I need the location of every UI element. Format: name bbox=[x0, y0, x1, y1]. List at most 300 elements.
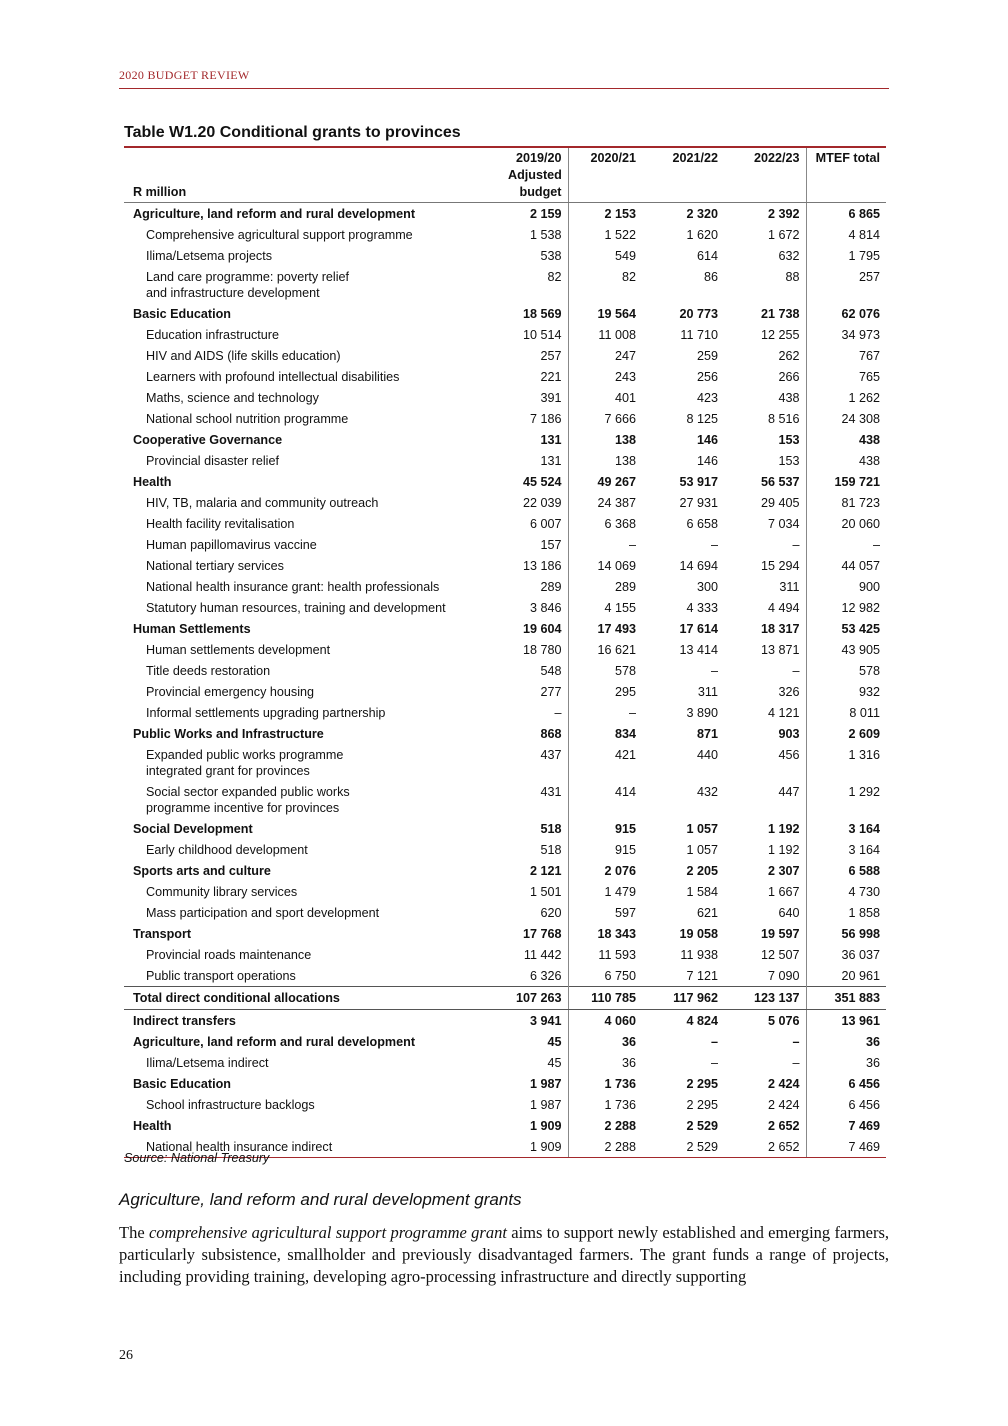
cell-value: 8 125 bbox=[686, 412, 718, 426]
cell-value: 53 917 bbox=[679, 475, 718, 489]
cell-value: 1 987 bbox=[504, 1073, 568, 1094]
cell-value: 423 bbox=[696, 391, 718, 405]
cell-value: 22 039 bbox=[504, 492, 568, 513]
row-label: Provincial emergency housing bbox=[146, 685, 315, 699]
cell-value: 3 846 bbox=[504, 597, 568, 618]
cell-value: – bbox=[710, 664, 718, 678]
cell-value: 221 bbox=[504, 366, 568, 387]
table-total-row bbox=[124, 987, 886, 1010]
cell-value: 578 bbox=[806, 660, 886, 681]
cell-value: 915 bbox=[614, 843, 636, 857]
table-title: Table W1.20 Conditional grants to provinces bbox=[124, 124, 461, 141]
cell-value: 8 011 bbox=[806, 702, 886, 723]
cell-value: 36 037 bbox=[806, 944, 886, 965]
page-number: 26 bbox=[119, 1348, 133, 1363]
cell-value: 621 bbox=[696, 906, 718, 920]
cell-value: 2 153 bbox=[604, 207, 636, 221]
cell-value: 2 424 bbox=[767, 1077, 800, 1091]
cell-value: 19 604 bbox=[504, 618, 568, 639]
cell-value: 437 bbox=[504, 744, 568, 781]
table-row bbox=[124, 1052, 886, 1073]
cell-value: 36 bbox=[806, 1031, 886, 1052]
cell-value: 2 205 bbox=[686, 864, 718, 878]
row-label: School infrastructure backlogs bbox=[146, 1098, 315, 1112]
cell-value: 1 292 bbox=[806, 781, 886, 818]
cell-value: 11 008 bbox=[598, 328, 636, 342]
table-section-row bbox=[124, 471, 886, 492]
cell-value: 1 538 bbox=[504, 224, 568, 245]
cell-value: 597 bbox=[614, 906, 636, 920]
cell-value: 49 267 bbox=[597, 475, 636, 489]
table-row bbox=[124, 224, 886, 245]
cell-value: 1 672 bbox=[767, 228, 800, 242]
table-row bbox=[124, 881, 886, 902]
cell-value: 53 425 bbox=[806, 618, 886, 639]
row-label: Mass participation and sport development bbox=[146, 906, 380, 920]
paragraph-emphasis: comprehensive agricultural support programme grant bbox=[148, 1223, 507, 1242]
row-label: Social Development bbox=[133, 822, 253, 836]
row-label: Basic Education bbox=[133, 307, 231, 321]
table-section-row bbox=[124, 723, 886, 744]
cell-value: 1 057 bbox=[686, 822, 718, 836]
table-source: Source: National Treasury bbox=[124, 1151, 270, 1165]
table-row bbox=[124, 1094, 886, 1115]
table-row bbox=[124, 639, 886, 660]
cell-value: 36 bbox=[621, 1056, 636, 1070]
cell-value: 1 479 bbox=[604, 885, 636, 899]
table-section-row bbox=[124, 923, 886, 944]
table-row bbox=[124, 408, 886, 429]
cell-value: 159 721 bbox=[806, 471, 886, 492]
cell-value: 146 bbox=[696, 454, 718, 468]
cell-value: 13 186 bbox=[504, 555, 568, 576]
cell-value: – bbox=[628, 538, 636, 552]
cell-value: 311 bbox=[697, 685, 718, 699]
table-row bbox=[124, 702, 886, 723]
cell-value: 431 bbox=[504, 781, 568, 818]
cell-value: 1 501 bbox=[504, 881, 568, 902]
row-label: Indirect transfers bbox=[133, 1014, 236, 1028]
cell-value: 632 bbox=[778, 249, 800, 263]
cell-value: 18 780 bbox=[504, 639, 568, 660]
row-label: Statutory human resources, training and development bbox=[146, 601, 446, 615]
cell-value: 834 bbox=[614, 727, 636, 741]
cell-value: 5 076 bbox=[767, 1014, 800, 1028]
cell-value: 153 bbox=[778, 433, 800, 447]
cell-value: 13 414 bbox=[679, 643, 718, 657]
cell-value: 36 bbox=[806, 1052, 886, 1073]
cell-value: 56 998 bbox=[806, 923, 886, 944]
cell-value: 243 bbox=[614, 370, 636, 384]
row-label: Ilima/Letsema projects bbox=[146, 249, 272, 263]
row-label: Public transport operations bbox=[146, 969, 296, 983]
cell-value: 81 723 bbox=[806, 492, 886, 513]
cell-value: 915 bbox=[614, 822, 636, 836]
section-heading: Agriculture, land reform and rural development grants bbox=[119, 1190, 522, 1209]
row-label: HIV, TB, malaria and community outreach bbox=[146, 496, 379, 510]
cell-value: 1 795 bbox=[806, 245, 886, 266]
table-row bbox=[124, 450, 886, 471]
cell-value: 6 865 bbox=[806, 203, 886, 225]
row-label: National health insurance indirect bbox=[124, 1136, 504, 1158]
cell-value: 311 bbox=[779, 580, 800, 594]
cell-value: 1 858 bbox=[806, 902, 886, 923]
cell-value: 6 007 bbox=[504, 513, 568, 534]
row-label: Health facility revitalisation bbox=[146, 517, 295, 531]
cell-value: 2 295 bbox=[686, 1077, 718, 1091]
cell-value: 11 442 bbox=[504, 944, 568, 965]
cell-value: – bbox=[792, 664, 800, 678]
cell-value: 4 060 bbox=[604, 1014, 636, 1028]
row-label: Cooperative Governance bbox=[133, 433, 283, 447]
cell-value: 548 bbox=[504, 660, 568, 681]
cell-value: 1 316 bbox=[806, 744, 886, 781]
cell-value: 13 871 bbox=[760, 643, 800, 657]
cell-value: 438 bbox=[806, 429, 886, 450]
cell-value: 2 652 bbox=[767, 1119, 800, 1133]
cell-value: 289 bbox=[614, 580, 636, 594]
row-label: Informal settlements upgrading partnership bbox=[146, 706, 386, 720]
cell-value: 518 bbox=[504, 818, 568, 839]
cell-value: 549 bbox=[614, 249, 636, 263]
cell-value: 4 333 bbox=[686, 601, 718, 615]
cell-value: 21 738 bbox=[760, 307, 800, 321]
cell-value: 29 405 bbox=[760, 496, 800, 510]
row-label: National tertiary services bbox=[146, 559, 284, 573]
cell-value: 6 326 bbox=[504, 965, 568, 987]
table-row bbox=[124, 324, 886, 345]
cell-value: 17 493 bbox=[597, 622, 636, 636]
cell-value: 7 090 bbox=[767, 969, 800, 983]
cell-value: 2 159 bbox=[504, 203, 568, 225]
row-label: Community library services bbox=[146, 885, 298, 899]
table-row bbox=[124, 944, 886, 965]
table-row bbox=[124, 902, 886, 923]
cell-value: 4 730 bbox=[806, 881, 886, 902]
cell-value: 20 060 bbox=[806, 513, 886, 534]
row-label: Education infrastructure bbox=[146, 328, 280, 342]
cell-value: 256 bbox=[696, 370, 718, 384]
cell-value: 391 bbox=[504, 387, 568, 408]
cell-value: 247 bbox=[614, 349, 636, 363]
cell-value: 1 584 bbox=[686, 885, 718, 899]
cell-value: 4 814 bbox=[806, 224, 886, 245]
cell-value: 110 785 bbox=[568, 987, 642, 1010]
cell-value: 131 bbox=[504, 429, 568, 450]
cell-value: 326 bbox=[778, 685, 800, 699]
cell-value: 12 982 bbox=[806, 597, 886, 618]
cell-value: 518 bbox=[504, 839, 568, 860]
table-row bbox=[124, 555, 886, 576]
cell-value: 767 bbox=[806, 345, 886, 366]
column-header-2021-22: 2021/22 bbox=[642, 147, 724, 203]
row-label: Comprehensive agricultural support programme bbox=[146, 228, 413, 242]
cell-value: 45 bbox=[504, 1052, 568, 1073]
cell-value: 62 076 bbox=[806, 303, 886, 324]
cell-value: 266 bbox=[778, 370, 800, 384]
cell-value: 578 bbox=[614, 664, 636, 678]
row-label: HIV and AIDS (life skills education) bbox=[146, 349, 341, 363]
cell-value: 4 494 bbox=[767, 601, 800, 615]
cell-value: 19 597 bbox=[760, 927, 800, 941]
cell-value: 11 593 bbox=[598, 948, 636, 962]
table-body bbox=[124, 203, 886, 1158]
cell-value: – bbox=[792, 538, 800, 552]
cell-value: 447 bbox=[778, 785, 800, 799]
paragraph-intro: The bbox=[119, 1223, 149, 1242]
cell-value: 3 941 bbox=[504, 1010, 568, 1032]
table-row bbox=[124, 345, 886, 366]
row-label: Social sector expanded public works programme incentive for provinces bbox=[146, 785, 350, 815]
cell-value: 27 931 bbox=[679, 496, 718, 510]
cell-value: 1 987 bbox=[504, 1094, 568, 1115]
cell-value: 7 034 bbox=[767, 517, 800, 531]
cell-value: 34 973 bbox=[806, 324, 886, 345]
cell-value: 2 609 bbox=[806, 723, 886, 744]
cell-value: – bbox=[710, 1035, 718, 1049]
cell-value: 1 522 bbox=[604, 228, 636, 242]
table-row bbox=[124, 597, 886, 618]
cell-value: 157 bbox=[504, 534, 568, 555]
cell-value: 146 bbox=[696, 433, 718, 447]
cell-value: 19 564 bbox=[597, 307, 636, 321]
cell-value: 82 bbox=[504, 266, 568, 303]
cell-value: 14 694 bbox=[679, 559, 718, 573]
cell-value: 8 516 bbox=[767, 412, 800, 426]
cell-value: 2 076 bbox=[604, 864, 636, 878]
row-label: National health insurance grant: health professionals bbox=[146, 580, 440, 594]
cell-value: 10 514 bbox=[504, 324, 568, 345]
row-label: Public Works and Infrastructure bbox=[133, 727, 324, 741]
cell-value: 4 824 bbox=[686, 1014, 718, 1028]
row-label: Expanded public works programme integrated grant for provinces bbox=[146, 748, 344, 778]
cell-value: 123 137 bbox=[724, 987, 806, 1010]
column-header-2020-21: 2020/21 bbox=[568, 147, 642, 203]
row-label: Sports arts and culture bbox=[133, 864, 271, 878]
row-label: Total direct conditional allocations bbox=[124, 987, 504, 1010]
cell-value: 1 667 bbox=[767, 885, 800, 899]
column-header-2019-20: 2019/20 Adjusted budget bbox=[504, 147, 568, 203]
cell-value: 18 569 bbox=[504, 303, 568, 324]
cell-value: 24 308 bbox=[806, 408, 886, 429]
cell-value: 2 288 bbox=[604, 1119, 636, 1133]
cell-value: – bbox=[710, 1056, 718, 1070]
row-label: Land care programme: poverty relief and infrastructure development bbox=[146, 270, 349, 300]
cell-value: 1 909 bbox=[504, 1115, 568, 1136]
cell-value: 11 710 bbox=[680, 328, 718, 342]
table-row bbox=[124, 965, 886, 987]
body-paragraph bbox=[119, 1222, 889, 1288]
table-row bbox=[124, 534, 886, 555]
cell-value: 13 961 bbox=[806, 1010, 886, 1032]
cell-value: 257 bbox=[504, 345, 568, 366]
cell-value: 20 773 bbox=[679, 307, 718, 321]
row-label: Maths, science and technology bbox=[146, 391, 319, 405]
header-rule bbox=[119, 88, 889, 89]
cell-value: 871 bbox=[696, 727, 718, 741]
cell-value: 351 883 bbox=[806, 987, 886, 1010]
table-row bbox=[124, 681, 886, 702]
table-row bbox=[124, 492, 886, 513]
cell-value: 138 bbox=[614, 454, 636, 468]
row-label: Agriculture, land reform and rural development bbox=[133, 207, 416, 221]
cell-value: 262 bbox=[778, 349, 800, 363]
cell-value: 6 456 bbox=[806, 1073, 886, 1094]
cell-value: 289 bbox=[504, 576, 568, 597]
cell-value: 538 bbox=[504, 245, 568, 266]
cell-value: 18 343 bbox=[597, 927, 636, 941]
cell-value: – bbox=[504, 702, 568, 723]
table-section-row bbox=[124, 303, 886, 324]
table-section-row bbox=[124, 618, 886, 639]
cell-value: – bbox=[792, 1035, 800, 1049]
table-row bbox=[124, 387, 886, 408]
table-section-row bbox=[124, 429, 886, 450]
row-label: National school nutrition programme bbox=[146, 412, 349, 426]
cell-value: 17 768 bbox=[504, 923, 568, 944]
cell-value: 6 456 bbox=[806, 1094, 886, 1115]
cell-value: 2 529 bbox=[686, 1119, 718, 1133]
cell-value: 16 621 bbox=[597, 643, 636, 657]
cell-value: 138 bbox=[614, 433, 636, 447]
cell-value: 456 bbox=[778, 748, 800, 762]
table-row bbox=[124, 839, 886, 860]
cell-value: 295 bbox=[614, 685, 636, 699]
running-header: 2020 BUDGET REVIEW bbox=[119, 68, 250, 82]
table-row bbox=[124, 781, 886, 818]
cell-value: 257 bbox=[806, 266, 886, 303]
cell-value: 7 666 bbox=[604, 412, 636, 426]
cell-value: 1 736 bbox=[604, 1098, 636, 1112]
cell-value: 6 658 bbox=[686, 517, 718, 531]
cell-value: 6 750 bbox=[604, 969, 636, 983]
cell-value: 2 424 bbox=[767, 1098, 800, 1112]
cell-value: 45 524 bbox=[504, 471, 568, 492]
cell-value: 45 bbox=[504, 1031, 568, 1052]
cell-value: 421 bbox=[614, 748, 636, 762]
table-row bbox=[124, 245, 886, 266]
column-header-mtef-total: MTEF total bbox=[806, 147, 886, 203]
table-section-row bbox=[124, 1010, 886, 1032]
cell-value: 438 bbox=[778, 391, 800, 405]
paragraph-rest: aims to support newly established and emerging farmers, particularly subsistence, smallholder and previously disadvantaged farmers. The grant funds a range of projects, including providing training, developing agro-processing infrastructure and directly supporting bbox=[119, 1223, 890, 1286]
cell-value: 932 bbox=[806, 681, 886, 702]
table-section-row bbox=[124, 1031, 886, 1052]
cell-value: 14 069 bbox=[597, 559, 636, 573]
cell-value: 300 bbox=[696, 580, 718, 594]
cell-value: 3 890 bbox=[686, 706, 718, 720]
cell-value: 1 192 bbox=[767, 822, 800, 836]
cell-value: 17 614 bbox=[679, 622, 718, 636]
cell-value: 1 736 bbox=[604, 1077, 636, 1091]
row-label: Ilima/Letsema indirect bbox=[146, 1056, 269, 1070]
row-label: Early childhood development bbox=[146, 843, 308, 857]
table-section-row bbox=[124, 1115, 886, 1136]
cell-value: 15 294 bbox=[760, 559, 800, 573]
cell-value: 1 620 bbox=[686, 228, 718, 242]
cell-value: 7 121 bbox=[686, 969, 718, 983]
table-section-row bbox=[124, 203, 886, 225]
cell-value: 868 bbox=[504, 723, 568, 744]
cell-value: 19 058 bbox=[679, 927, 718, 941]
column-header-label: R million bbox=[124, 147, 504, 203]
cell-value: 107 263 bbox=[504, 987, 568, 1010]
cell-value: 7 469 bbox=[806, 1115, 886, 1136]
row-label: Agriculture, land reform and rural development bbox=[133, 1035, 416, 1049]
cell-value: – bbox=[792, 1056, 800, 1070]
cell-value: 7 186 bbox=[504, 408, 568, 429]
table-row bbox=[124, 744, 886, 781]
table-row bbox=[124, 366, 886, 387]
cell-value: 1 262 bbox=[806, 387, 886, 408]
cell-value: 2 288 bbox=[568, 1136, 642, 1158]
cell-value: 3 164 bbox=[806, 839, 886, 860]
cell-value: 131 bbox=[504, 450, 568, 471]
cell-value: 614 bbox=[696, 249, 718, 263]
table-row bbox=[124, 513, 886, 534]
cell-value: – bbox=[628, 706, 636, 720]
cell-value: 4 121 bbox=[767, 706, 800, 720]
cell-value: 2 392 bbox=[767, 207, 800, 221]
cell-value: 903 bbox=[778, 727, 800, 741]
cell-value: 277 bbox=[504, 681, 568, 702]
row-label: Transport bbox=[133, 927, 192, 941]
cell-value: 11 938 bbox=[680, 948, 718, 962]
cell-value: 12 507 bbox=[760, 948, 800, 962]
cell-value: 3 164 bbox=[806, 818, 886, 839]
cell-value: 12 255 bbox=[760, 328, 800, 342]
cell-value: 24 387 bbox=[597, 496, 636, 510]
cell-value: 1 192 bbox=[767, 843, 800, 857]
table-section-row bbox=[124, 1073, 886, 1094]
table-row bbox=[124, 660, 886, 681]
cell-value: 900 bbox=[806, 576, 886, 597]
cell-value: 2 529 bbox=[642, 1136, 724, 1158]
row-label: Title deeds restoration bbox=[146, 664, 271, 678]
cell-value: 88 bbox=[785, 270, 800, 284]
cell-value: 2 295 bbox=[686, 1098, 718, 1112]
cell-value: 414 bbox=[614, 785, 636, 799]
cell-value: 82 bbox=[621, 270, 636, 284]
column-header-2022-23: 2022/23 bbox=[724, 147, 806, 203]
cell-value: 6 588 bbox=[806, 860, 886, 881]
cell-value: 440 bbox=[696, 748, 718, 762]
cell-value: 438 bbox=[806, 450, 886, 471]
row-label: Learners with profound intellectual disabilities bbox=[146, 370, 400, 384]
cell-value: 56 537 bbox=[760, 475, 800, 489]
cell-value: – bbox=[710, 538, 718, 552]
cell-value: 1 057 bbox=[686, 843, 718, 857]
cell-value: 401 bbox=[614, 391, 636, 405]
cell-value: 2 320 bbox=[686, 207, 718, 221]
row-label: Health bbox=[133, 1119, 172, 1133]
cell-value: 6 368 bbox=[604, 517, 636, 531]
cell-value: 20 961 bbox=[806, 965, 886, 987]
table-section-row bbox=[124, 818, 886, 839]
cell-value: 43 905 bbox=[806, 639, 886, 660]
cell-value: 640 bbox=[778, 906, 800, 920]
cell-value: 117 962 bbox=[642, 987, 724, 1010]
cell-value: 259 bbox=[696, 349, 718, 363]
cell-value: 86 bbox=[703, 270, 718, 284]
cell-value: 432 bbox=[696, 785, 718, 799]
table-section-row bbox=[124, 860, 886, 881]
cell-value: 2 307 bbox=[767, 864, 800, 878]
row-label: Basic Education bbox=[133, 1077, 231, 1091]
conditional-grants-table bbox=[124, 146, 886, 1158]
cell-value: 2 652 bbox=[724, 1136, 806, 1158]
table-row bbox=[124, 266, 886, 303]
